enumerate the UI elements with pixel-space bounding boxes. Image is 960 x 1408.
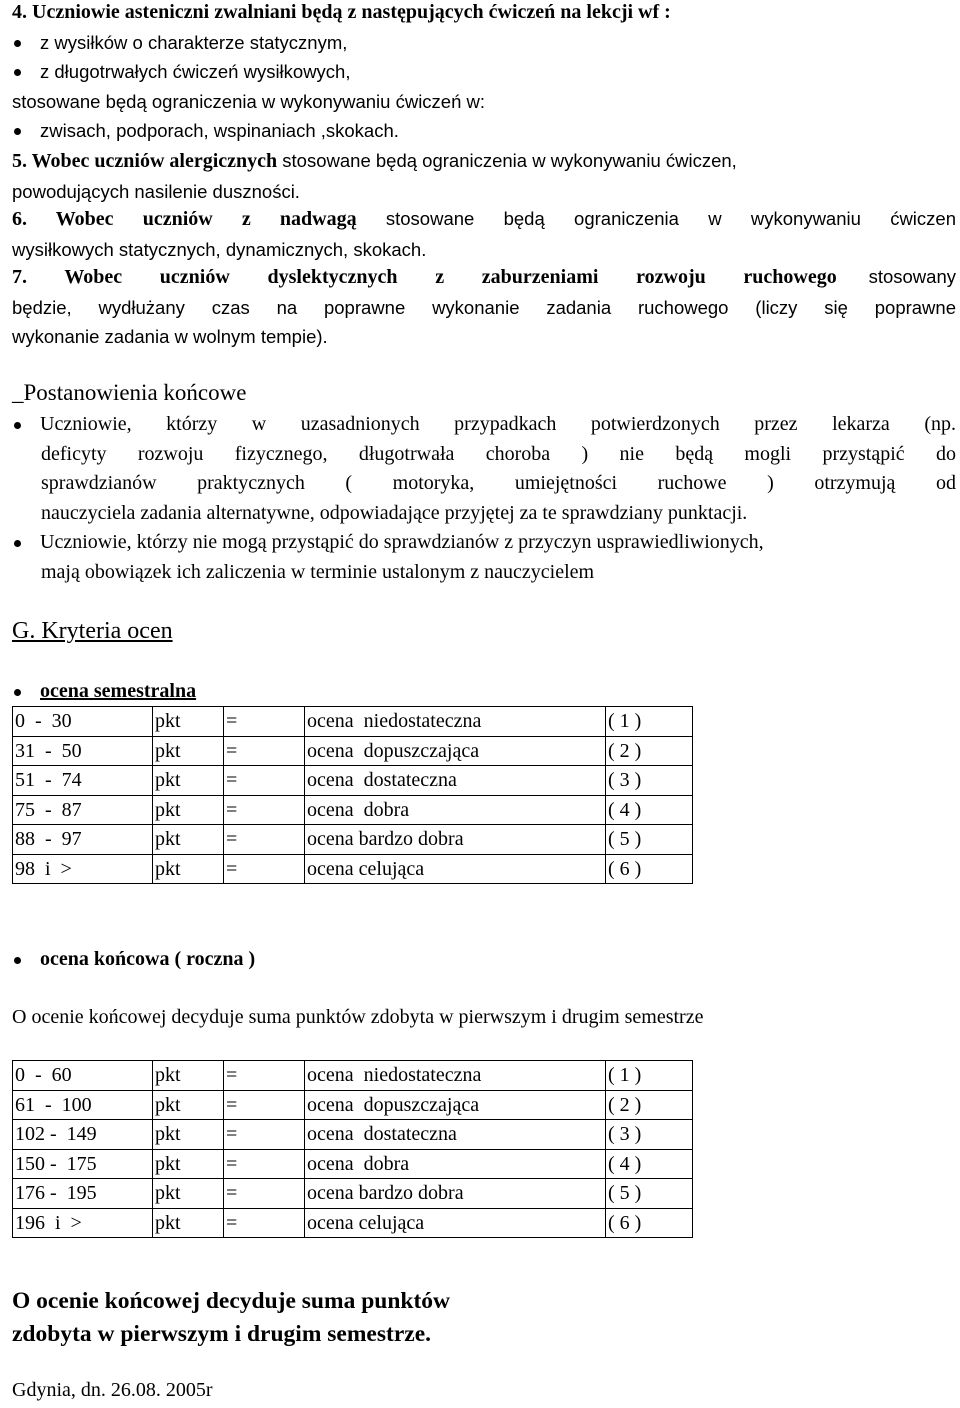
grade-number-cell: ( 6 ) — [606, 1208, 693, 1238]
unit-cell: pkt — [153, 795, 224, 825]
equals-cell: = — [224, 736, 305, 766]
grade-number-cell: ( 3 ) — [606, 766, 693, 796]
grade-name-cell: ocena dostateczna — [305, 766, 606, 796]
final-grade-note: O ocenie końcowej decyduje suma punktów zdobyta w pierwszym i drugim semestrze — [12, 1006, 704, 1028]
equals-cell: = — [224, 854, 305, 884]
equals-cell: = — [224, 707, 305, 737]
equals-cell: = — [224, 766, 305, 796]
section-6 — [12, 204, 956, 264]
final-provisions-heading: _Postanowienia końcowe — [12, 380, 247, 405]
grade-number-cell: ( 2 ) — [606, 1090, 693, 1120]
grade-name-cell: ocena niedostateczna — [305, 707, 606, 737]
place-date: Gdynia, dn. 26.08. 2005r — [12, 1379, 213, 1401]
equals-cell: = — [224, 1061, 305, 1091]
grade-number-cell: ( 6 ) — [606, 854, 693, 884]
final-provisions — [12, 378, 956, 587]
final-grade-label: ocena końcowa ( roczna ) — [40, 948, 256, 970]
section-7 — [12, 262, 956, 352]
grade-number-cell: ( 1 ) — [606, 1061, 693, 1091]
restriction-line: stosowane będą ograniczenia w wykonywaniu ćwiczeń w: — [12, 90, 486, 112]
unit-cell: pkt — [153, 766, 224, 796]
table-row — [13, 825, 693, 855]
unit-cell: pkt — [153, 1149, 224, 1179]
points-range-cell: 88 - 97 — [13, 825, 153, 855]
grade-name-cell: ocena celująca — [305, 854, 606, 884]
equals-cell: = — [224, 1120, 305, 1150]
grade-name-cell: ocena bardzo dobra — [305, 1179, 606, 1209]
equals-cell: = — [224, 1149, 305, 1179]
points-range-cell: 176 - 195 — [13, 1179, 153, 1209]
final-grade-table — [12, 1060, 693, 1238]
table-row — [13, 1179, 693, 1209]
table-row — [13, 1120, 693, 1150]
criteria-heading: G. Kryteria ocen — [12, 618, 173, 644]
grade-number-cell: ( 4 ) — [606, 795, 693, 825]
equals-cell: = — [224, 1208, 305, 1238]
section-5 — [12, 146, 956, 206]
table-row — [13, 707, 693, 737]
table-row — [13, 854, 693, 884]
points-range-cell: 51 - 74 — [13, 766, 153, 796]
equals-cell: = — [224, 795, 305, 825]
unit-cell: pkt — [153, 707, 224, 737]
section-4 — [12, 0, 956, 146]
grade-number-cell: ( 4 ) — [606, 1149, 693, 1179]
grade-name-cell: ocena bardzo dobra — [305, 825, 606, 855]
list-item: z długotrwałych ćwiczeń wysiłkowych, — [40, 61, 351, 82]
table-row — [13, 736, 693, 766]
grade-name-cell: ocena dobra — [305, 1149, 606, 1179]
section-4-title: 4. Uczniowie asteniczni zwalniani będą z następujących ćwiczeń na lekcji wf : — [12, 1, 671, 23]
points-range-cell: 75 - 87 — [13, 795, 153, 825]
unit-cell: pkt — [153, 1179, 224, 1209]
section-5-line-2: powodujących nasilenie duszności. — [12, 180, 300, 202]
table-row — [13, 1208, 693, 1238]
equals-cell: = — [224, 1179, 305, 1209]
section-5-line-1: 5. Wobec uczniów alergicznych stosowane będą ograniczenia w wykonywaniu ćwiczen, — [12, 150, 737, 172]
list-item: Uczniowie, którzy nie mogą przystąpić do sprawdzianów z przyczyn usprawiedliwionych, mają obowiązek ich zaliczenia w terminie ustalonym z nauczycielem — [40, 531, 764, 583]
section-7-line-2: będzie, wydłużany czas na poprawne wykonanie zadania ruchowego (liczy się poprawne — [12, 296, 956, 318]
unit-cell: pkt — [153, 736, 224, 766]
unit-cell: pkt — [153, 1120, 224, 1150]
table-row — [13, 1090, 693, 1120]
section-6-line-2: wysiłkowych statycznych, dynamicznych, skokach. — [12, 238, 427, 260]
points-range-cell: 0 - 60 — [13, 1061, 153, 1091]
section-7-line-1: 7. Wobec uczniów dyslektycznych z zaburzeniami rozwoju ruchowego stosowany — [12, 266, 956, 288]
grade-number-cell: ( 1 ) — [606, 707, 693, 737]
grade-name-cell: ocena dopuszczająca — [305, 1090, 606, 1120]
grade-name-cell: ocena dobra — [305, 795, 606, 825]
table-row — [13, 1061, 693, 1091]
points-range-cell: 196 i > — [13, 1208, 153, 1238]
points-range-cell: 31 - 50 — [13, 736, 153, 766]
equals-cell: = — [224, 825, 305, 855]
points-range-cell: 102 - 149 — [13, 1120, 153, 1150]
grade-number-cell: ( 2 ) — [606, 736, 693, 766]
unit-cell: pkt — [153, 1208, 224, 1238]
points-range-cell: 98 i > — [13, 854, 153, 884]
list-item: z wysiłków o charakterze statycznym, — [40, 31, 348, 53]
points-range-cell: 0 - 30 — [13, 707, 153, 737]
table-row — [13, 1149, 693, 1179]
list-item: zwisach, podporach, wspinaniach ,skokach. — [40, 120, 399, 141]
unit-cell: pkt — [153, 854, 224, 884]
closing-statement: O ocenie końcowej decyduje suma punktów zdobyta w pierwszym i drugim semestrze. — [12, 1288, 451, 1347]
points-range-cell: 150 - 175 — [13, 1149, 153, 1179]
unit-cell: pkt — [153, 1061, 224, 1091]
table-row — [13, 795, 693, 825]
table-row — [13, 766, 693, 796]
grade-name-cell: ocena dopuszczająca — [305, 736, 606, 766]
grade-name-cell: ocena dostateczna — [305, 1120, 606, 1150]
grade-name-cell: ocena niedostateczna — [305, 1061, 606, 1091]
grade-name-cell: ocena celująca — [305, 1208, 606, 1238]
grade-number-cell: ( 5 ) — [606, 1179, 693, 1209]
unit-cell: pkt — [153, 1090, 224, 1120]
semester-grade-table — [12, 706, 693, 884]
grade-number-cell: ( 3 ) — [606, 1120, 693, 1150]
section-6-line-1: 6. Wobec uczniów z nadwagą stosowane będą ograniczenia w wykonywaniu ćwiczen — [12, 208, 956, 230]
equals-cell: = — [224, 1090, 305, 1120]
section-7-line-3: wykonanie zadania w wolnym tempie). — [12, 326, 328, 347]
unit-cell: pkt — [153, 825, 224, 855]
points-range-cell: 61 - 100 — [13, 1090, 153, 1120]
semester-label: ocena semestralna — [40, 680, 197, 702]
list-item: Uczniowie, którzy w uzasadnionych przypadkach potwierdzonych przez lekarza (np. deficyty rozwoju fizycznego, długotrwała choroba ) nie będą mogli przystąpić do sprawdzianów praktycznych ( motoryka, umiejętności ruchowe ) otrzymują od nauczyciela zadania alternatywne, odpowiadające przyjętej za te sprawdziany punktacji. — [40, 413, 956, 524]
grade-number-cell: ( 5 ) — [606, 825, 693, 855]
